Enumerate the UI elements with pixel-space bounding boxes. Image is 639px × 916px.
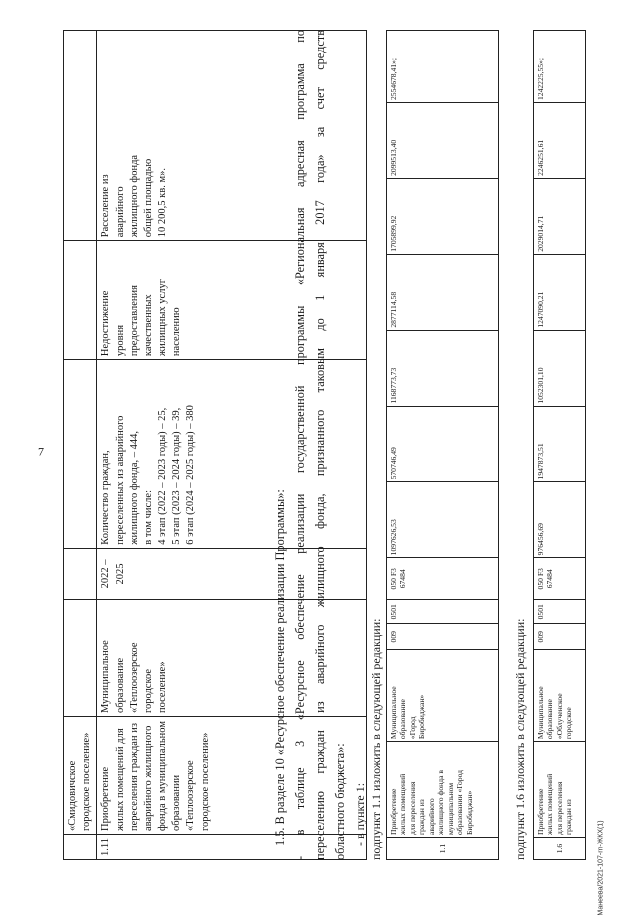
paragraph-line-3: областного бюджета»:	[333, 743, 347, 860]
rzpr-cell: 0501	[387, 600, 499, 624]
cell-line: 67484	[398, 569, 408, 589]
cell-line: жилищного фонда	[128, 154, 140, 238]
subpoint-heading-1-6: подпункт 1.6 изложить в следующей редакции:	[513, 618, 527, 860]
cell-line: Муниципальное	[100, 640, 112, 714]
cell-line: 050 F3	[536, 568, 545, 590]
cell-line: Недостижение	[100, 290, 112, 357]
cell-line: уровня	[114, 324, 126, 357]
value-cell: 2246251,61	[534, 103, 586, 179]
cell-line: Расселение из	[100, 174, 112, 238]
table-row	[387, 31, 499, 860]
row-number: 1.1	[387, 838, 499, 860]
cell-line: жилищных услуг	[157, 279, 169, 357]
cell-line: Приобретение	[389, 788, 398, 836]
value-cell: 2099513,40	[387, 102, 499, 178]
cell-line: 10 200,5 кв. м».	[157, 167, 169, 238]
cell-line: жилых помещений для	[114, 728, 126, 831]
cell-line: Муниципальное	[536, 686, 545, 740]
cell-line: Приобретение	[536, 788, 545, 836]
cell-line: переселения граждан из	[128, 723, 140, 831]
value-cell: 1242225,55»;	[534, 31, 586, 103]
value-cell: 570746,49	[387, 406, 499, 482]
cell-line: 67484	[545, 569, 555, 589]
cell-line: 050 F3	[389, 568, 398, 590]
rotated-page-content	[63, 20, 583, 860]
cell-line: Количество граждан,	[100, 450, 112, 545]
cell-line: переселенных из аварийного	[114, 415, 126, 545]
cell-line: муниципальном	[445, 782, 455, 836]
cell-line: жилых помещений	[545, 773, 555, 836]
cell-line: городское	[564, 707, 574, 740]
value-cell: 976456,69	[534, 482, 586, 558]
csr-cell	[387, 558, 499, 600]
paragraph-line-2: переселению граждан из аварийного жилищного фонда, признанного таковым до 1 января 2017 года» за счет средств	[313, 30, 327, 860]
cell-line: «Теплоозерское	[185, 760, 197, 831]
cell-line: городское поселение»	[199, 732, 211, 831]
cell-line: поселение»	[157, 661, 169, 714]
section-heading: 1.5. В разделе 10 «Ресурсное обеспечение реализации Программы»:	[273, 489, 287, 846]
cell-line: образовании «Город	[455, 769, 465, 836]
document-footer: Манеева/2021-107-rn-ЖКХ(1)	[597, 820, 605, 916]
cell-line: Приобретение	[100, 766, 112, 831]
rzpr-cell: 0501	[534, 600, 586, 624]
cell-line: образовании	[171, 774, 183, 831]
value-cell: 1052301,10	[534, 330, 586, 406]
cell-line: «Город	[407, 716, 417, 740]
cell-line: Биробиджан»	[417, 694, 427, 740]
measure-name-cell	[534, 742, 586, 838]
row-number: 1.11	[97, 835, 367, 860]
subpoint-heading-1-1: подпункт 1.1 изложить в следующей редакции:	[369, 618, 383, 860]
cell-line: в том числе:	[142, 490, 154, 545]
cell-line: жилищного фонда в	[436, 770, 446, 836]
cell-line: «Облученское	[554, 693, 564, 740]
cell-line: 2022 –	[100, 559, 112, 589]
page-number: 7	[38, 444, 44, 459]
value-cell: 1247090,21	[534, 254, 586, 330]
value-cell: 1705899,92	[387, 178, 499, 254]
cell-line: 2025	[114, 563, 126, 585]
cell-line: 4 этап (2022 – 2023 годы) – 25,	[157, 407, 169, 545]
cell-line: для переселения	[554, 781, 564, 836]
value-cell: 2029014,71	[534, 178, 586, 254]
cell-line: общей площадью	[142, 158, 154, 238]
cell-line: «Теплоозерское	[128, 642, 140, 714]
point-heading: - в пункте 1:	[353, 782, 367, 846]
value-cell: 2554678,41»;	[387, 31, 499, 103]
cell-line: 6 этап (2024 – 2025 годы) – 380	[185, 405, 197, 545]
grbs-cell: 009	[534, 624, 586, 650]
value-cell: 1947873,51	[534, 406, 586, 482]
cell-line: Муниципальное	[389, 686, 398, 740]
resource-table-1-6	[533, 30, 586, 860]
performer-cell	[387, 650, 499, 742]
cell-line: населению	[171, 307, 183, 357]
cell-line: Биробиджан»	[464, 790, 474, 836]
table-cell: «Смидовичское городское поселение»	[64, 717, 97, 835]
cell-line: фонда в муниципальном	[157, 721, 169, 831]
value-cell: 1097626,53	[387, 482, 499, 558]
grbs-cell: 009	[387, 624, 499, 650]
cell-line: предоставления	[128, 285, 140, 357]
cell-line: городское	[142, 668, 154, 714]
row-number: 1.6	[534, 838, 586, 860]
cell-line: граждан из	[564, 799, 574, 836]
paragraph-line-1: - в таблице 3 «Ресурсное обеспечение реализации государственной программы «Региональная адресная программа по	[293, 30, 307, 860]
table-row	[64, 31, 97, 860]
csr-cell	[534, 558, 586, 600]
value-cell: 2877114,58	[387, 254, 499, 330]
cell-line: образование	[545, 699, 555, 740]
cell-line: аварийного	[114, 186, 126, 238]
cell-line: образование	[398, 699, 408, 740]
cell-line: для переселения	[407, 781, 417, 836]
cell-line: качественных	[142, 294, 154, 357]
cell-line: аварийного жилищного	[142, 725, 154, 831]
cell-line: жилых помещений	[398, 773, 408, 836]
table-row	[534, 31, 586, 860]
performer-cell	[534, 650, 586, 742]
measure-name-cell	[387, 742, 499, 838]
resource-table-1-1	[386, 30, 499, 860]
cell-line: образование	[114, 657, 126, 714]
cell-line: жилищного фонда, – 444,	[128, 430, 140, 545]
value-cell: 1168773,73	[387, 330, 499, 406]
cell-line: граждан из	[417, 799, 427, 836]
cell-line: 5 этап (2023 – 2024 годы) – 39,	[171, 407, 183, 545]
cell-line: аварийного	[426, 798, 436, 836]
